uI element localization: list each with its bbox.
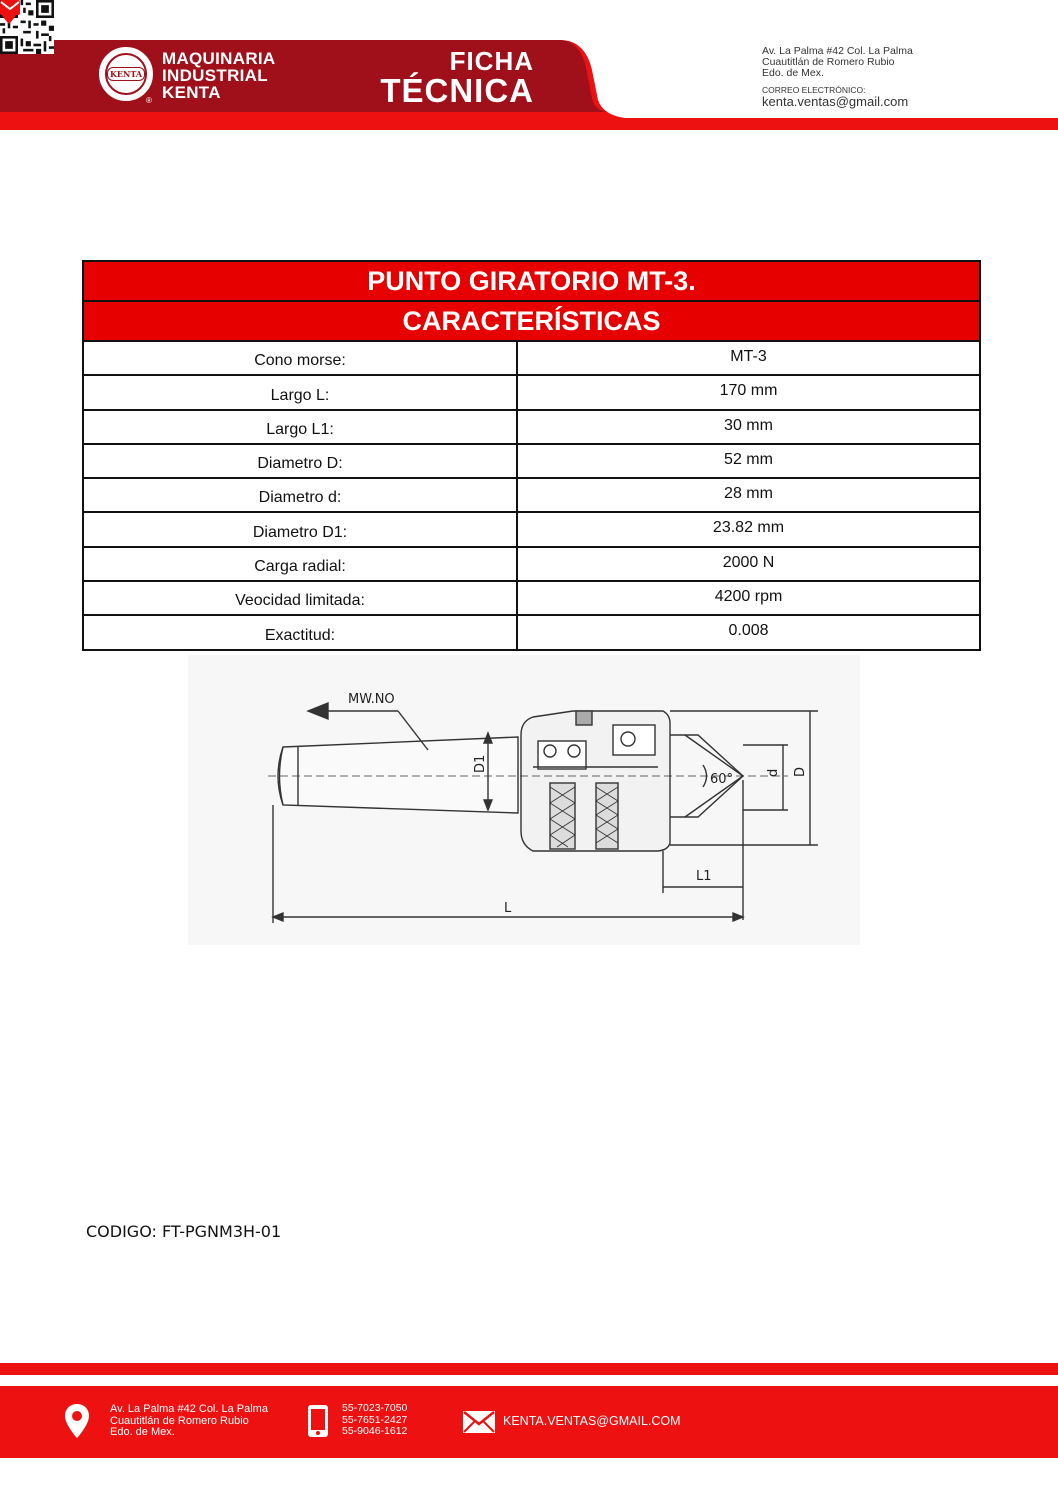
spec-label: Largo L: — [84, 376, 518, 408]
company-name — [162, 50, 276, 101]
table-row — [84, 479, 979, 513]
logo-text: KENTA — [107, 67, 145, 81]
company-line-3: KENTA — [162, 83, 221, 102]
drawing-dim-d: d — [766, 768, 781, 777]
footer-phones — [342, 1403, 407, 1438]
phone-number-2[interactable]: 55-7651-2427 — [342, 1413, 408, 1426]
spec-label: Veocidad limitada: — [84, 582, 518, 614]
spec-label: Largo L1: — [84, 411, 518, 443]
spec-value: 23.82 mm — [712, 519, 785, 537]
table-row — [84, 376, 979, 410]
spec-value: MT-3 — [730, 348, 767, 365]
address-line-2: Cuautitlán de Romero Rubio — [762, 56, 895, 68]
table-row — [84, 582, 979, 616]
drawing-dim-D: D — [793, 766, 808, 777]
table-row — [84, 411, 979, 445]
title-line-1: FICHA — [449, 46, 534, 76]
spec-label: Diametro d: — [84, 479, 518, 511]
email-label: CORREO ELECTRÓNICO: — [762, 85, 866, 95]
drawing-arrow-label: MW.NO — [348, 692, 395, 707]
footer-divider — [0, 1363, 1058, 1375]
address-line-1: Av. La Palma #42 Col. La Palma — [762, 45, 913, 57]
title-line-2: TÉCNICA — [380, 72, 534, 109]
footer-address — [110, 1404, 268, 1439]
technical-drawing — [188, 655, 860, 945]
spec-value: 30 mm — [724, 416, 773, 434]
footer-email-icon — [462, 1410, 496, 1434]
header-address — [762, 46, 913, 79]
footer-location-icon — [64, 1403, 90, 1439]
phone-number-1[interactable]: 55-7023-7050 — [342, 1402, 408, 1414]
spec-label: Carga radial: — [84, 548, 518, 580]
header-email[interactable]: kenta.ventas@gmail.com — [762, 94, 909, 109]
table-row — [84, 616, 979, 648]
characteristics-heading: CARACTERÍSTICAS — [84, 302, 979, 342]
email-icon — [0, 0, 20, 15]
footer-address-line-1: Av. La Palma #42 Col. La Palma — [110, 1403, 268, 1415]
footer-address-line-3: Edo. de Mex. — [110, 1426, 175, 1438]
phone-icon — [307, 1404, 329, 1438]
footer-address-line-2: Cuautitlán de Romero Rubio — [110, 1414, 249, 1427]
spec-label: Diametro D1: — [84, 513, 518, 545]
spec-label: Cono morse: — [84, 342, 518, 374]
company-line-1: MAQUINARIA — [162, 49, 276, 68]
address-line-3: Edo. de Mex. — [762, 67, 824, 79]
drawing-angle-label: 60° — [710, 772, 734, 787]
spec-value: 52 mm — [724, 450, 773, 468]
drawing-dim-L: L — [504, 901, 512, 916]
drawing-dim-D1: D1 — [473, 754, 488, 773]
spec-value: 2000 N — [722, 553, 775, 571]
header — [0, 0, 1058, 135]
table-row — [84, 513, 979, 547]
table-row — [84, 548, 979, 582]
document-code: CODIGO: FT-PGNM3H-01 — [86, 1222, 282, 1241]
spec-value: 0.008 — [728, 622, 769, 640]
spec-table — [82, 260, 981, 651]
spec-label: Exactitud: — [84, 616, 518, 648]
phone-number-3[interactable]: 55-9046-1612 — [342, 1425, 408, 1437]
spec-value: 170 mm — [719, 382, 778, 400]
registered-mark: ® — [146, 96, 152, 105]
spec-value: 28 mm — [724, 485, 773, 503]
table-row — [84, 342, 979, 376]
spec-label: Diametro D: — [84, 445, 518, 477]
drawing-dim-L1: L1 — [696, 869, 712, 884]
document-title — [356, 48, 534, 108]
product-title: PUNTO GIRATORIO MT-3. — [84, 262, 979, 302]
company-line-2: INDUSTRIAL — [162, 66, 268, 85]
company-logo — [99, 47, 153, 101]
footer-email[interactable]: KENTA.VENTAS@GMAIL.COM — [503, 1414, 681, 1428]
spec-value: 4200 rpm — [714, 588, 783, 606]
table-row — [84, 445, 979, 479]
